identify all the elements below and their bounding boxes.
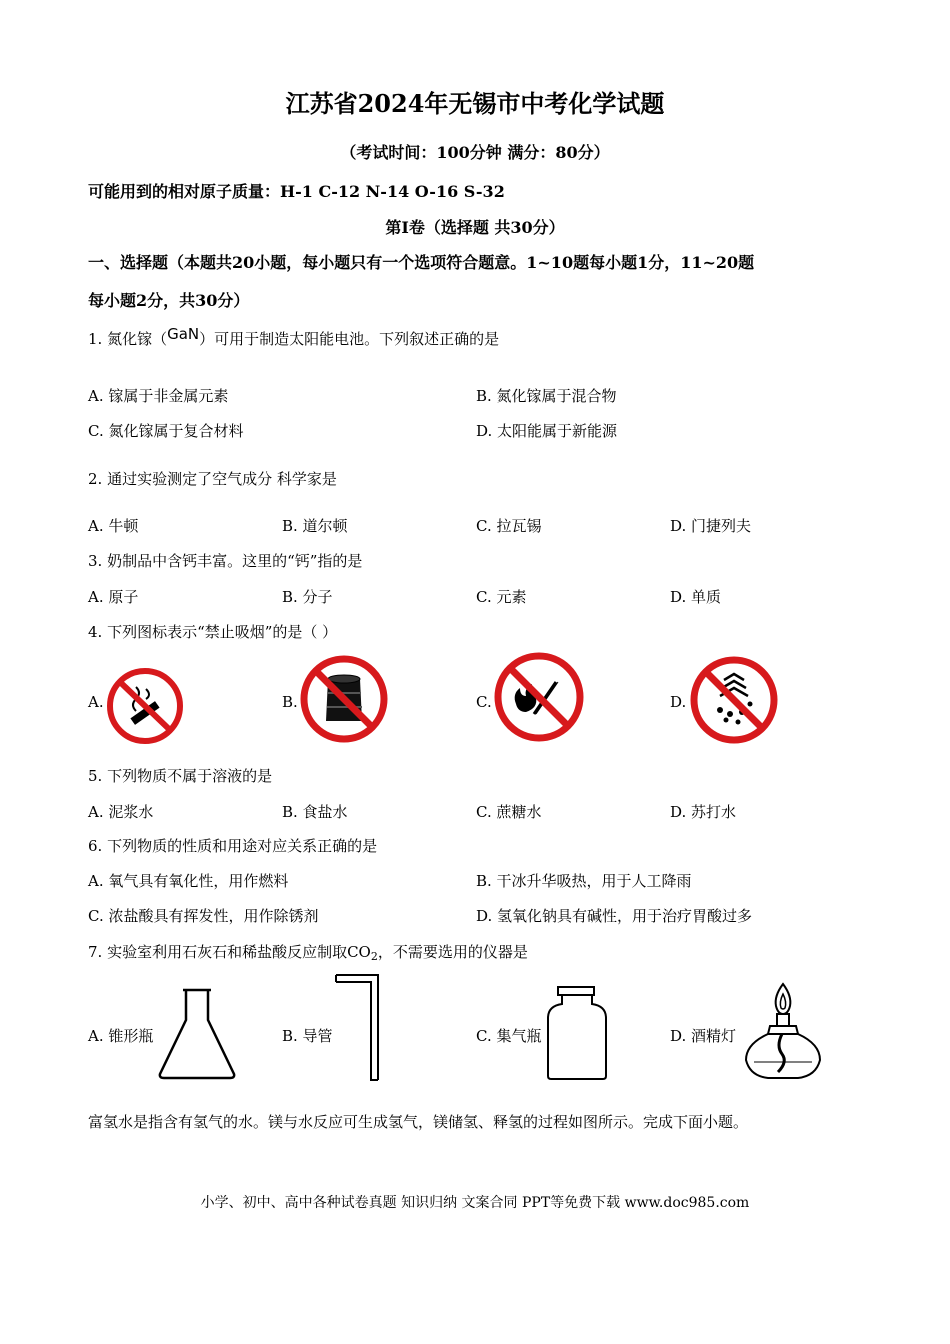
question-6-option-b: B. 干冰升华吸热，用于人工降雨 xyxy=(476,872,692,890)
no-open-flame-icon xyxy=(494,652,584,742)
question-2-option-c: C. 拉瓦锡 xyxy=(476,517,542,535)
question-5-option-d: D. 苏打水 xyxy=(670,803,737,821)
question-6-stem: 6. 下列物质的性质和用途对应关系正确的是 xyxy=(88,837,378,855)
question-2-option-b: B. 道尔顿 xyxy=(282,517,348,535)
question-1-stem-start: 1. 氮化镓（ xyxy=(88,330,168,348)
question-4-option-d: D. xyxy=(670,693,687,711)
erlenmeyer-flask-icon xyxy=(156,986,238,1082)
question-7-option-a: A. 锥形瓶 xyxy=(88,1027,154,1045)
no-barrel-icon xyxy=(300,655,388,743)
no-fireworks-icon xyxy=(690,656,778,744)
question-7-stem xyxy=(88,941,528,963)
question-1-option-b: B. 氮化镓属于混合物 xyxy=(476,387,617,405)
alcohol-lamp-icon xyxy=(742,980,824,1084)
exam-info: （考试时间：100分钟 满分：80分） xyxy=(340,143,610,162)
question-2-option-d: D. 门捷列夫 xyxy=(670,517,752,535)
question-7-stem-start: 7. 实验室利用石灰石和稀盐酸反应制取CO xyxy=(88,943,371,961)
glass-tube-icon xyxy=(334,972,384,1084)
gan-formula: GaN xyxy=(167,325,200,343)
question-4-option-c: C. xyxy=(476,693,492,711)
question-1-stem-end: ）可用于制造太阳能电池。下列叙述正确的是 xyxy=(199,330,500,348)
question-6-option-c: C. 浓盐酸具有挥发性，用作除锈剂 xyxy=(88,907,319,925)
question-1-stem xyxy=(88,325,500,349)
question-4-stem: 4. 下列图标表示“禁止吸烟”的是（ ） xyxy=(88,623,338,641)
question-1-option-d: D. 太阳能属于新能源 xyxy=(476,422,618,440)
atomic-masses: 可能用到的相对原子质量：H-1 C-12 N-14 O-16 S-32 xyxy=(88,182,505,201)
question-3-stem: 3. 奶制品中含钙丰富。这里的“钙”指的是 xyxy=(88,552,363,570)
question-3-option-d: D. 单质 xyxy=(670,588,722,606)
question-5-stem: 5. 下列物质不属于溶液的是 xyxy=(88,767,273,785)
question-3-option-c: C. 元素 xyxy=(476,588,527,606)
section-instructions-line2: 每小题2分，共30分） xyxy=(88,291,250,310)
question-5-option-a: A. 泥浆水 xyxy=(88,803,154,821)
question-7-option-c: C. 集气瓶 xyxy=(476,1027,542,1045)
question-6-option-a: A. 氧气具有氧化性，用作燃料 xyxy=(88,872,289,890)
question-2-stem: 2. 通过实验测定了空气成分 科学家是 xyxy=(88,470,337,488)
part-title: 第Ⅰ卷（选择题 共30分） xyxy=(385,218,565,237)
page-footer: 小学、初中、高中各种试卷真题 知识归纳 文案合同 PPT等免费下载 www.doc985.com xyxy=(200,1195,750,1211)
page-title: 江苏省2024年无锡市中考化学试题 xyxy=(285,89,665,118)
question-5-option-b: B. 食盐水 xyxy=(282,803,348,821)
question-3-option-b: B. 分子 xyxy=(282,588,333,606)
question-6-option-d: D. 氢氧化钠具有碱性，用于治疗胃酸过多 xyxy=(476,907,753,925)
gas-collection-bottle-icon xyxy=(544,984,610,1082)
question-1-option-c: C. 氮化镓属于复合材料 xyxy=(88,422,244,440)
question-2-option-a: A. 牛顿 xyxy=(88,517,139,535)
question-7-stem-end: ，不需要选用的仪器是 xyxy=(377,943,528,961)
question-7-option-d: D. 酒精灯 xyxy=(670,1027,737,1045)
question-5-option-c: C. 蔗糖水 xyxy=(476,803,542,821)
co2-subscript: 2 xyxy=(370,950,378,963)
passage-text: 富氢水是指含有氢气的水。镁与水反应可生成氢气，镁储氢、释氢的过程如图所示。完成下面小题。 xyxy=(88,1113,749,1131)
question-4-option-a: A. xyxy=(88,693,104,711)
section-instructions-line1: 一、选择题（本题共20小题，每小题只有一个选项符合题意。1~10题每小题1分，11~20题 xyxy=(88,253,755,272)
no-smoking-icon xyxy=(106,667,184,745)
question-4-option-b: B. xyxy=(282,693,298,711)
question-3-option-a: A. 原子 xyxy=(88,588,139,606)
question-1-option-a: A. 镓属于非金属元素 xyxy=(88,387,229,405)
question-7-option-b: B. 导管 xyxy=(282,1027,333,1045)
